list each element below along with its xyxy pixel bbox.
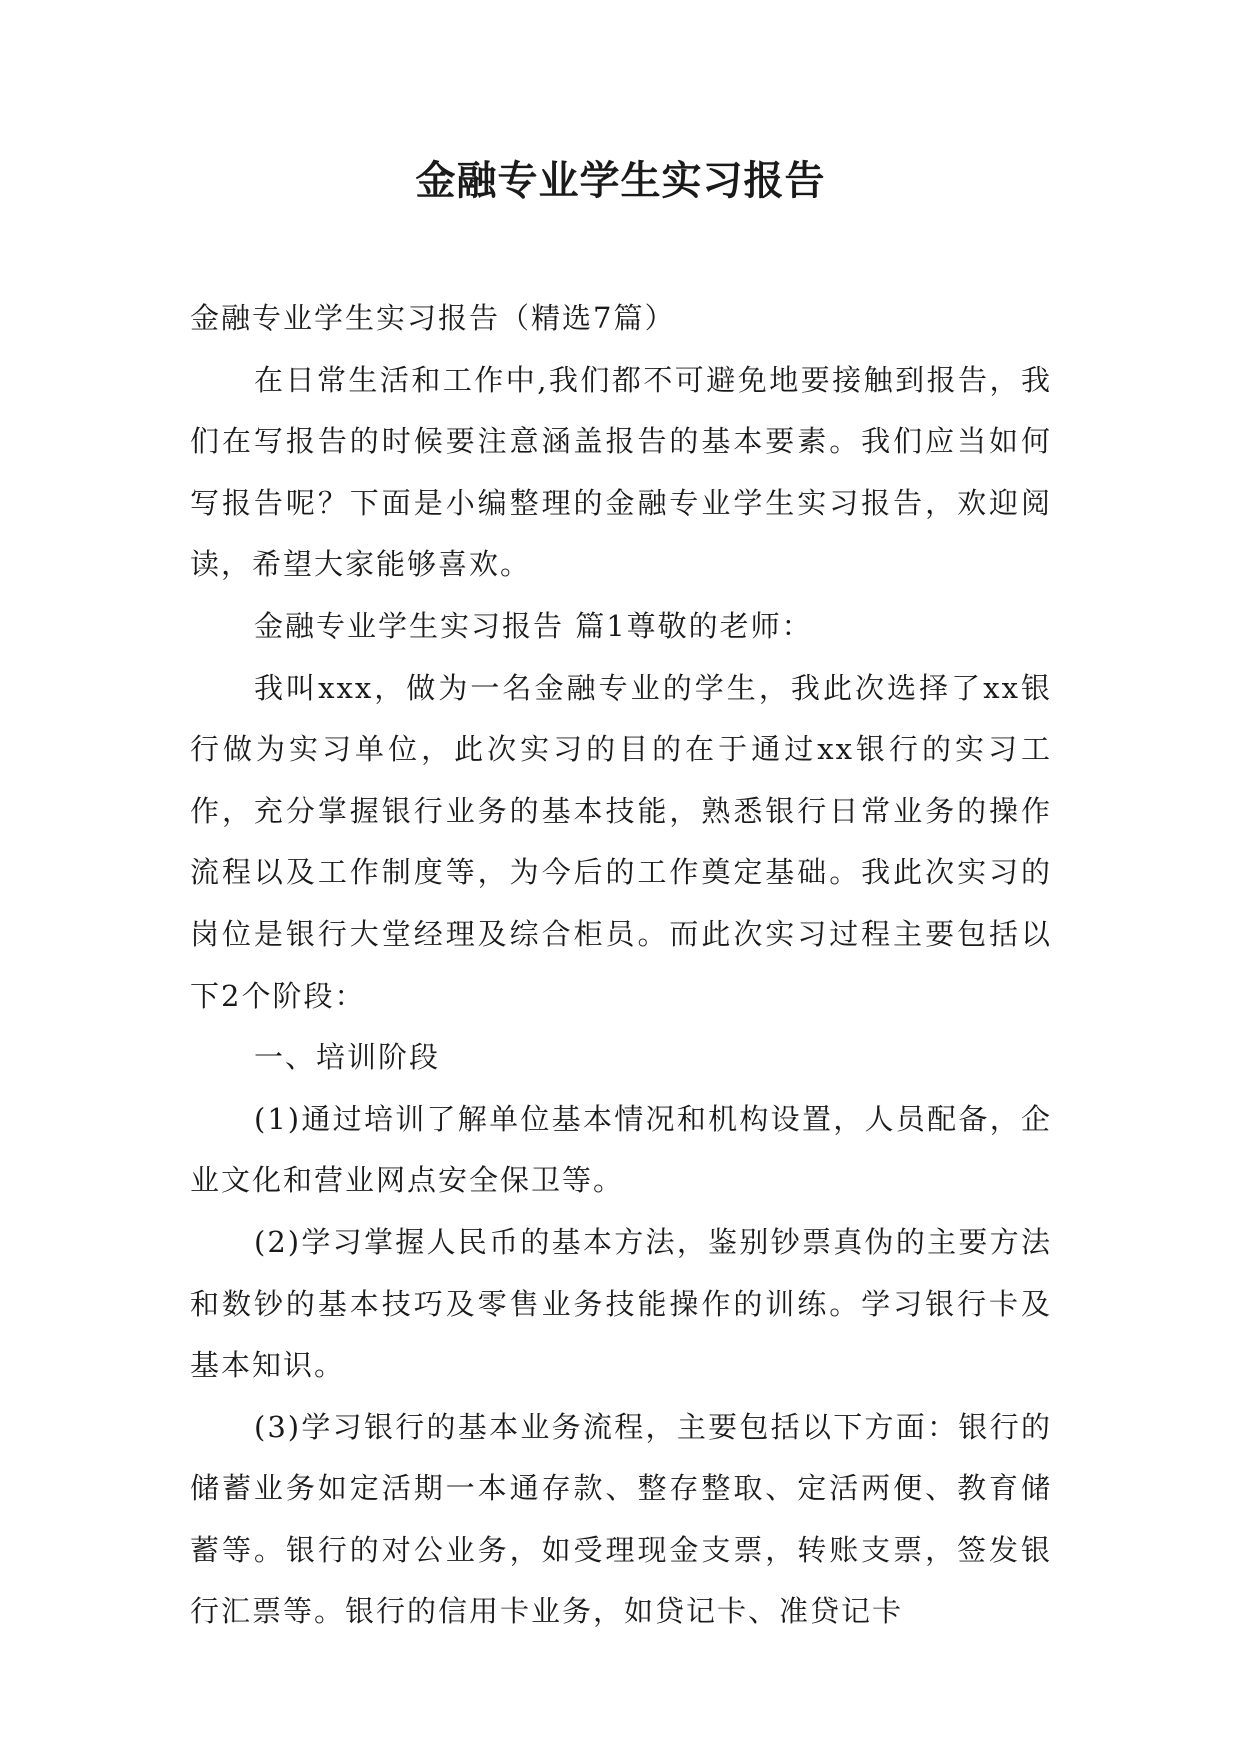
subtitle-paragraph: 金融专业学生实习报告（精选7篇） [190, 301, 676, 335]
document-body [190, 288, 1052, 1643]
list-item-paragraph: (3)学习银行的基本业务流程，主要包括以下方面：银行的储蓄业务如定活期一本通存款、整存整取、定活两便、教育储蓄等。银行的对公业务，如受理现金支票，转账支票，签发银行汇票等。银行的信用卡业务，如贷记卡、准贷记卡 [190, 1409, 1052, 1629]
stage-heading-paragraph: 一、培训阶段 [254, 1040, 441, 1075]
list-item-paragraph: (1)通过培训了解单位基本情况和机构设置，人员配备，企业文化和营业网点安全保卫等。 [190, 1101, 1052, 1198]
intro-paragraph: 在日常生活和工作中,我们都不可避免地要接触到报告，我们在写报告的时候要注意涵盖报告的基本要素。我们应当如何写报告呢？下面是小编整理的金融专业学生实习报告，欢迎阅读，希望大家能够喜欢。 [190, 362, 1052, 582]
section-heading-paragraph: 金融专业学生实习报告 篇1尊敬的老师： [254, 608, 813, 643]
body-paragraph: 我叫xxx，做为一名金融专业的学生，我此次选择了xx银行做为实习单位，此次实习的目的在于通过xx银行的实习工作，充分掌握银行业务的基本技能，熟悉银行日常业务的操作流程以及工作制度等，为今后的工作奠定基础。我此次实习的岗位是银行大堂经理及综合柜员。而此次实习过程主要包括以下2个阶段： [190, 670, 1052, 1013]
document-title: 金融专业学生实习报告 [415, 157, 826, 204]
list-item-paragraph: (2)学习掌握人民币的基本方法，鉴别钞票真伪的主要方法和数钞的基本技巧及零售业务技能操作的训练。学习银行卡及基本知识。 [190, 1224, 1052, 1383]
